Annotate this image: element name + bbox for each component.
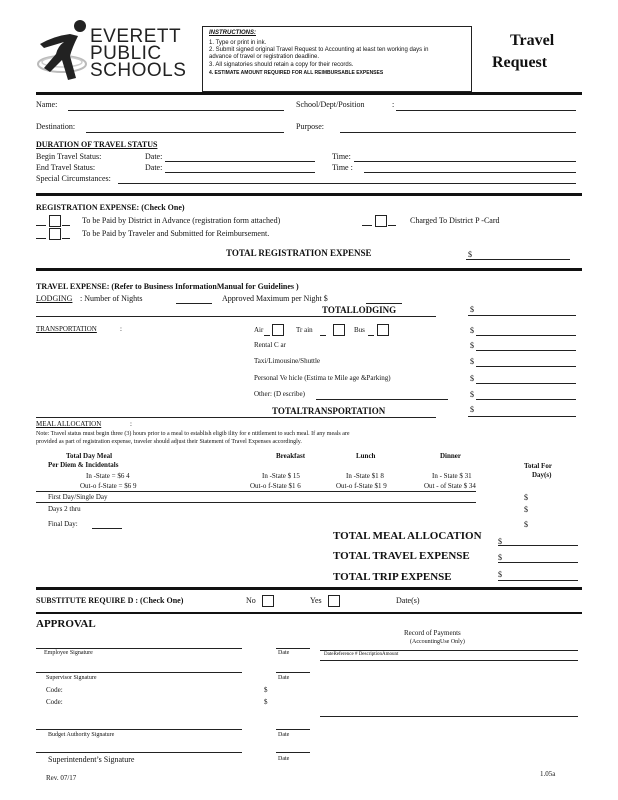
other-description-field[interactable] (316, 399, 448, 400)
total-travel-field[interactable] (498, 562, 578, 563)
end-date-field[interactable] (165, 172, 315, 173)
final-day-field[interactable] (92, 528, 122, 529)
form-title-line2: Request (492, 54, 548, 71)
form-title-line1: Travel (510, 32, 555, 49)
air-train-bus-dollar: $ (470, 326, 474, 335)
total-meal-dollar: $ (498, 537, 502, 546)
checkbox-underline (62, 225, 70, 226)
other-label: Other: (D escribe) (254, 390, 305, 398)
total-meal-field[interactable] (498, 545, 578, 546)
checkbox-underline (264, 335, 270, 336)
instructions-box (202, 26, 472, 92)
substitute-no-checkbox[interactable] (262, 595, 274, 607)
nights-field[interactable] (176, 303, 212, 304)
meal-note-line2: provided as part of registration expense, traveler should adjust their Statement of Travel Expenses accordingly. (36, 439, 302, 445)
end-time-field[interactable] (364, 172, 576, 173)
total-transportation-field[interactable] (468, 416, 576, 417)
lunch-outstate: Out-o f-State $1 9 (336, 482, 387, 490)
budget-authority-signature-line[interactable] (36, 729, 242, 730)
other-dollar: $ (470, 390, 474, 399)
divider-thin (36, 316, 436, 317)
record-of-payments-title: Record of Payments (404, 629, 461, 637)
breakfast-outstate: Out-o f-State $1 6 (250, 482, 301, 490)
nights-label: : Number of Nights (80, 294, 143, 303)
supervisor-date-line[interactable] (276, 672, 310, 673)
meal-header-rule (36, 491, 476, 492)
meal-row-first-day: First Day/Single Day (48, 493, 108, 501)
special-circumstances-label: Special Circumstances: (36, 174, 111, 183)
meal-row-final-day: Final Day: (48, 520, 78, 528)
instruction-1: 1. Type or print in ink. (209, 40, 267, 46)
train-label: Tr ain (296, 326, 313, 334)
purpose-field[interactable] (340, 132, 576, 133)
revision-label: Rev. 07/17 (46, 774, 77, 782)
substitute-yes-label: Yes (310, 596, 322, 605)
substitute-no-label: No (246, 596, 256, 605)
bus-label: Bus (354, 326, 365, 334)
taxi-dollar: $ (470, 357, 474, 366)
form-number: 1.05a (540, 770, 556, 778)
school-dept-colon: : (392, 100, 395, 109)
bus-checkbox[interactable] (377, 324, 389, 336)
travel-expense-heading: TRAVEL EXPENSE: (Refer to Business InformationManual for Guidelines ) (36, 282, 299, 291)
employee-signature-label: Employee Signature (44, 650, 93, 656)
superintendent-date-line[interactable] (276, 752, 310, 753)
supervisor-signature-line[interactable] (36, 672, 242, 673)
record-of-payments-subtitle: (AccountingUse Only) (410, 639, 465, 645)
begin-time-field[interactable] (354, 161, 576, 162)
divider (36, 193, 582, 196)
divider (36, 612, 582, 614)
air-train-bus-amount-field[interactable] (476, 335, 576, 336)
rental-car-dollar: $ (470, 341, 474, 350)
paid-by-district-checkbox[interactable] (49, 215, 61, 227)
begin-travel-label: Begin Travel Status: (36, 152, 102, 161)
total-trip-field[interactable] (498, 580, 578, 581)
checkbox-underline (362, 225, 372, 226)
total-travel-expense-label: TOTAL TRAVEL EXPENSE (333, 550, 470, 562)
transportation-colon: : (120, 325, 122, 333)
registration-heading: REGISTRATION EXPENSE: (Check One) (36, 203, 185, 212)
transportation-label: TRANSPORTATION (36, 325, 97, 333)
end-travel-label: End Travel Status: (36, 163, 96, 172)
total-lodging-label: TOTALLODGING (322, 305, 397, 315)
figure-logo-icon (36, 18, 96, 84)
personal-vehicle-dollar: $ (470, 374, 474, 383)
total-lodging-field[interactable] (468, 315, 576, 316)
total-registration-label: TOTAL REGISTRATION EXPENSE (226, 248, 372, 258)
meal-row-final-day-dollar: $ (524, 520, 528, 529)
meal-allocation-colon: : (130, 420, 132, 428)
logo-line-everett: EVERETT (90, 26, 182, 47)
col-total-day-line1: Total Day Meal (66, 452, 113, 460)
divider (36, 268, 582, 271)
checkbox-underline (320, 335, 326, 336)
duration-heading: DURATION OF TRAVEL STATUS (36, 140, 158, 149)
name-label: Name: (36, 100, 58, 109)
total-trip-expense-label: TOTAL TRIP EXPENSE (333, 571, 452, 583)
begin-date-label: Date: (145, 152, 163, 161)
instruction-3: 3. All signatories should retain a copy for their records. (209, 62, 354, 68)
dinner-instate: In - State $ 31 (432, 472, 472, 480)
taxi-amount-field[interactable] (476, 366, 576, 367)
col-total-days-line1: Total For (524, 462, 552, 470)
code-dollar-1: $ (264, 686, 268, 694)
checkbox-underline (36, 238, 46, 239)
total-registration-dollar: $ (468, 250, 472, 259)
checkbox-underline (62, 238, 70, 239)
budget-authority-date-label: Date (278, 732, 290, 738)
begin-time-label: Time: (332, 152, 351, 161)
budget-authority-signature-label: Budget Authority Signature (48, 732, 115, 738)
air-label: Air (254, 326, 264, 334)
approval-heading: APPROVAL (36, 618, 96, 630)
checkbox-underline (368, 335, 374, 336)
employee-signature-line[interactable] (36, 648, 242, 649)
train-checkbox[interactable] (333, 324, 345, 336)
destination-field[interactable] (86, 132, 284, 133)
record-header-rule (320, 650, 578, 651)
superintendent-signature-line[interactable] (36, 752, 242, 753)
employee-date-line[interactable] (276, 648, 310, 649)
purpose-label: Purpose: (296, 122, 324, 131)
total-transportation-label: TOTALTRANSPORTATION (272, 406, 386, 416)
district-logo (36, 18, 186, 88)
name-field[interactable] (68, 110, 284, 111)
col-total-day-instate: In -State = $6 4 (86, 472, 130, 480)
air-checkbox[interactable] (272, 324, 284, 336)
total-meal-allocation-label: TOTAL MEAL ALLOCATION (333, 530, 482, 542)
divider-thin (36, 417, 436, 418)
taxi-label: Taxi/Limousine/Shuttle (254, 357, 321, 365)
supervisor-signature-label: Supervisor Signature (46, 675, 97, 681)
meal-row-rule (36, 502, 476, 503)
col-total-days-line2: Day(s) (532, 471, 552, 479)
paid-by-district-label: To be Paid by District in Advance (registration form attached) (82, 216, 281, 225)
col-lunch: Lunch (356, 452, 376, 460)
instruction-4: 4. ESTIMATE AMOUNT REQUIRED FOR ALL REIMBURSABLE EXPENSES (209, 70, 384, 76)
other-amount-field[interactable] (476, 399, 576, 400)
divider (36, 92, 582, 95)
approved-max-field[interactable] (366, 303, 402, 304)
meal-row-first-day-dollar: $ (524, 493, 528, 502)
supervisor-date-label: Date (278, 675, 290, 681)
col-total-day-line2: Per Diem & Incidentals (48, 461, 119, 469)
record-entry-rule (320, 716, 578, 717)
charged-pcard-label: Charged To District P -Card (410, 216, 500, 225)
paid-by-traveler-checkbox[interactable] (49, 228, 61, 240)
superintendent-date-label: Date (278, 756, 290, 762)
lunch-instate: In -State $1 8 (346, 472, 384, 480)
col-dinner: Dinner (440, 452, 461, 460)
substitute-dates-label: Date(s) (396, 596, 420, 605)
substitute-yes-checkbox[interactable] (328, 595, 340, 607)
checkbox-underline (388, 225, 396, 226)
total-travel-dollar: $ (498, 553, 502, 562)
charged-pcard-checkbox[interactable] (375, 215, 387, 227)
superintendent-signature-label: Superintendent’s Signature (48, 755, 135, 764)
code-label-2: Code: (46, 698, 63, 706)
checkbox-underline (36, 225, 46, 226)
breakfast-instate: In -State $ 15 (262, 472, 300, 480)
instruction-2: 2. Submit signed original Travel Request to Accounting at least ten working days in advance of travel or registration deadline. (209, 47, 429, 60)
rental-car-amount-field[interactable] (476, 350, 576, 351)
total-registration-field[interactable] (466, 259, 570, 260)
meal-note-line1: Note: Travel status must begin three (3) hours prior to a meal to establish eligib ility for e ntitlement to such meal. If any meals are (36, 431, 350, 437)
personal-vehicle-label: Personal Ve hicle (Estima te Mile age &Parking) (254, 374, 391, 382)
lodging-label: LODGING (36, 294, 73, 303)
total-trip-dollar: $ (498, 570, 502, 579)
code-dollar-2: $ (264, 698, 268, 706)
col-total-day-outstate: Out-o f-State = $6 9 (80, 482, 137, 490)
record-columns-rule (320, 660, 578, 661)
record-columns: DateReference # DescriptionAmount (324, 652, 399, 657)
paid-by-traveler-label: To be Paid by Traveler and Submitted for Reimbursement. (82, 229, 270, 238)
instructions-title: INSTRUCTIONS: (209, 30, 256, 36)
total-transportation-dollar: $ (470, 405, 474, 414)
school-dept-label: School/Dept/Position (296, 100, 365, 109)
special-circumstances-field[interactable] (118, 183, 576, 184)
divider (36, 587, 582, 590)
end-date-label: Date: (145, 163, 163, 172)
begin-date-field[interactable] (165, 161, 315, 162)
approved-max-label: Approved Maximum per Night $ (222, 294, 328, 303)
code-label-1: Code: (46, 686, 63, 694)
logo-line-public: PUBLIC (90, 43, 162, 64)
dinner-outstate: Out - of State $ 34 (424, 482, 476, 490)
personal-vehicle-amount-field[interactable] (476, 383, 576, 384)
employee-date-label: Date (278, 650, 290, 656)
meal-row-days-thru-dollar: $ (524, 505, 528, 514)
rental-car-label: Rental C ar (254, 341, 286, 349)
col-breakfast: Breakfast (276, 452, 306, 460)
total-lodging-dollar: $ (470, 305, 474, 314)
meal-row-days-thru: Days 2 thru (48, 505, 81, 513)
meal-allocation-heading: MEAL ALLOCATION (36, 420, 102, 428)
destination-label: Destination: (36, 122, 76, 131)
school-dept-field[interactable] (396, 110, 576, 111)
budget-authority-date-line[interactable] (276, 729, 310, 730)
end-time-label: Time : (332, 163, 353, 172)
substitute-required-label: SUBSTITUTE REQUIRE D : (Check One) (36, 596, 184, 605)
logo-line-schools: SCHOOLS (90, 60, 187, 81)
